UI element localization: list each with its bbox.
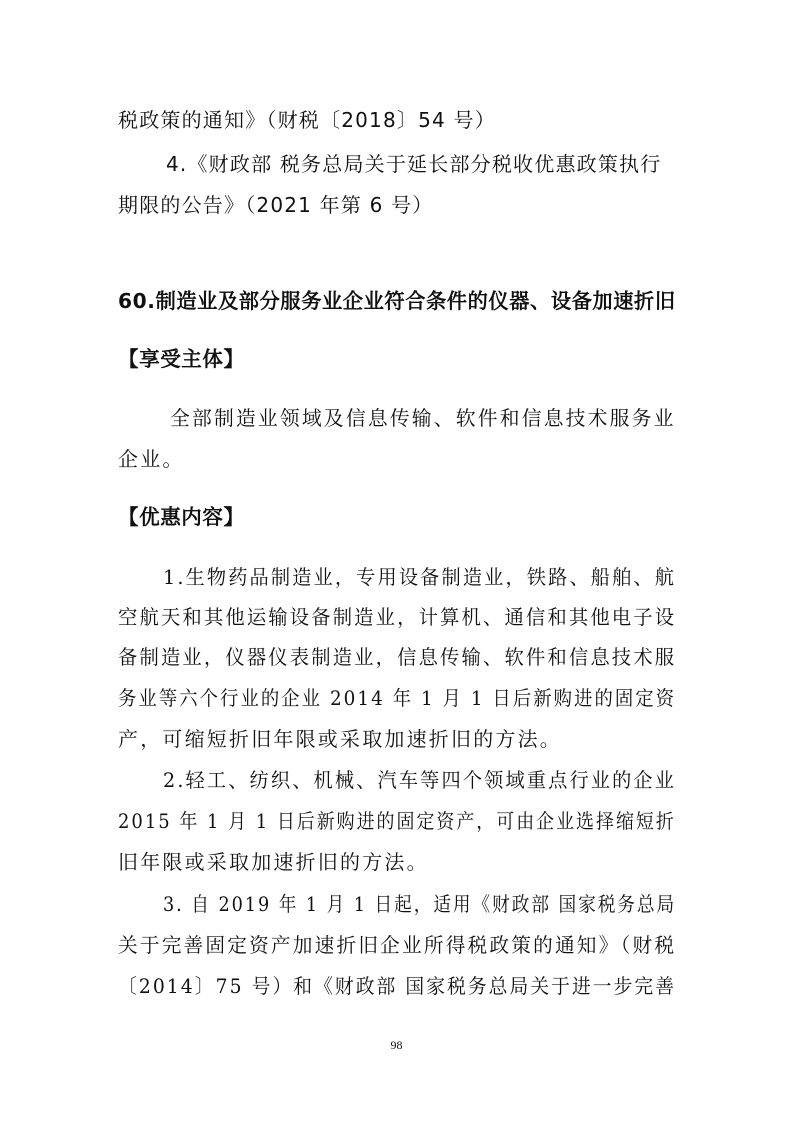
page-number: 98: [390, 1038, 403, 1052]
beneficiary-line: 全部制造业领域及信息传输、软件和信息技术服务业: [170, 406, 676, 430]
item1-line: 备制造业，仪器仪表制造业，信息传输、软件和信息技术服: [118, 645, 677, 669]
item3-line: 关于完善固定资产加速折旧企业所得税政策的通知》（财税: [118, 933, 677, 957]
item3-line: 3. 自 2019 年 1 月 1 日起，适用《财政部 国家税务总局: [163, 892, 677, 916]
item2-line: 2015 年 1 月 1 日后新购进的固定资产，可由企业选择缩短折: [118, 809, 676, 833]
item1-line: 产，可缩短折旧年限或采取加速折旧的方法。: [118, 727, 562, 751]
item2-line: 2.轻工、纺织、机械、汽车等四个领域重点行业的企业: [163, 768, 677, 792]
item1-line: 务业等六个行业的企业 2014 年 1 月 1 日后新购进的固定资: [118, 686, 677, 710]
reference-line: 期限的公告》（2021 年第 6 号）: [118, 193, 434, 217]
item1-line: 1.生物药品制造业，专用设备制造业，铁路、船舶、航: [163, 565, 677, 589]
item3-line: 〔2014〕75 号）和《财政部 国家税务总局关于进一步完善: [118, 974, 677, 998]
reference-line: 4.《财政部 税务总局关于延长部分税收优惠政策执行: [166, 152, 662, 176]
beneficiary-line: 企业。: [118, 447, 185, 471]
item1-line: 空航天和其他运输设备制造业，计算机、通信和其他电子设: [118, 605, 677, 629]
content-heading: 【优惠内容】: [118, 505, 245, 529]
section-title: 60.制造业及部分服务业企业符合条件的仪器、设备加速折旧: [118, 289, 676, 313]
beneficiary-heading: 【享受主体】: [118, 347, 245, 371]
item2-line: 旧年限或采取加速折旧的方法。: [118, 850, 429, 874]
reference-line: 税政策的通知》（财税〔2018〕54 号）: [118, 108, 496, 132]
